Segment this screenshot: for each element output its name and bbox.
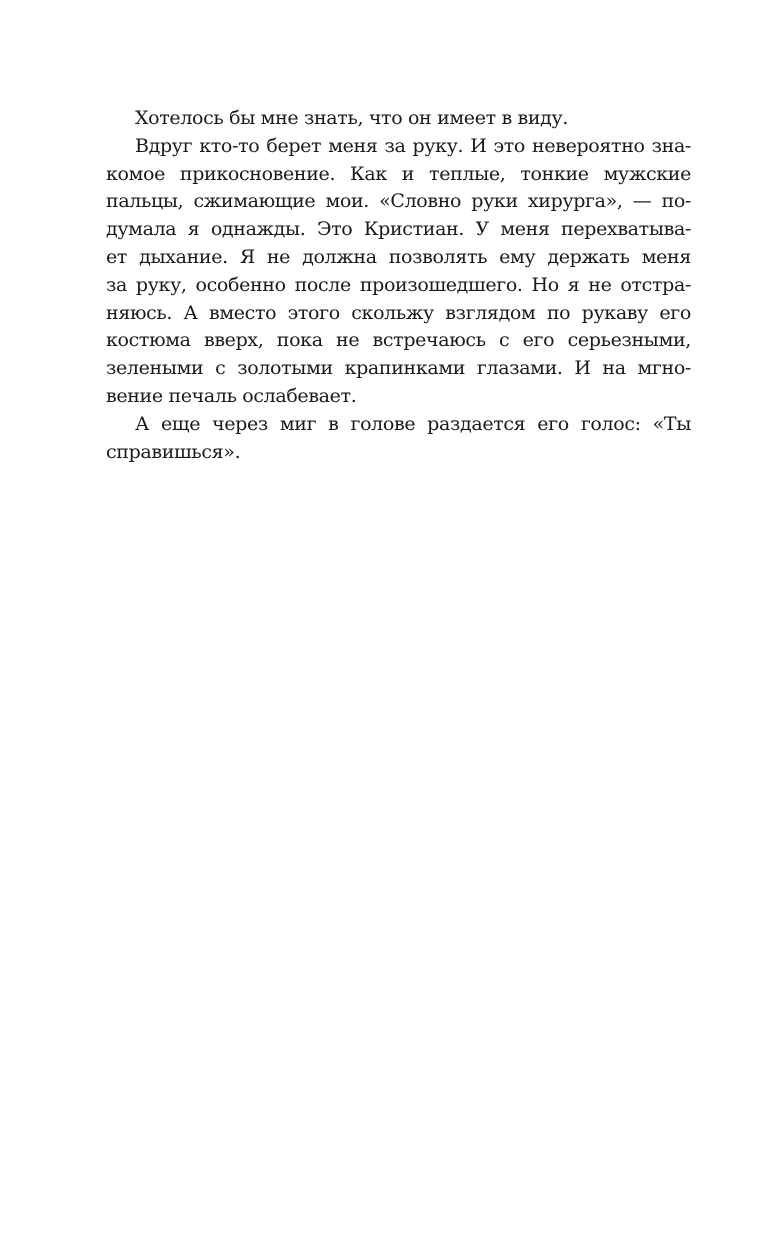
page-text [106,105,691,466]
paragraph-2-line-10: вение печаль ослабевает. [106,384,357,407]
paragraph-1-line-1: Хотелось бы мне знать, что он имеет в виду. [135,107,569,129]
paragraph-2-line-2: комое прикосновение. Как и теплые, тонкие мужские [106,162,691,185]
paragraph-2-line-5: ет дыхание. Я не должна позволять ему держать меня [106,245,691,268]
paragraph-2-line-3: пальцы, сжимающие мои. «Словно руки хирурга», — по- [106,190,691,213]
paragraph-2-line-4: думала я однажды. Это Кристиан. У меня перехватыва- [106,218,691,241]
paragraph-2-line-1: Вдруг кто-то берет меня за руку. И это невероятно зна- [135,134,691,157]
paragraph-2-line-8: костюма вверх, пока не встречаюсь с его серьезными, [106,329,691,352]
paragraph-2-line-6: за руку, особенно после произошедшего. Но я не отстра- [106,273,691,296]
paragraph-3-line-1: А еще через миг в голове раздается его голос: «Ты [135,412,691,435]
paragraph-3-line-2: справишься». [106,440,241,463]
paragraph-2-line-7: няюсь. А вместо этого скольжу взглядом по рукаву его [106,301,691,324]
paragraph-2-line-9: зелеными с золотыми крапинками глазами. И на мгно- [106,357,691,380]
